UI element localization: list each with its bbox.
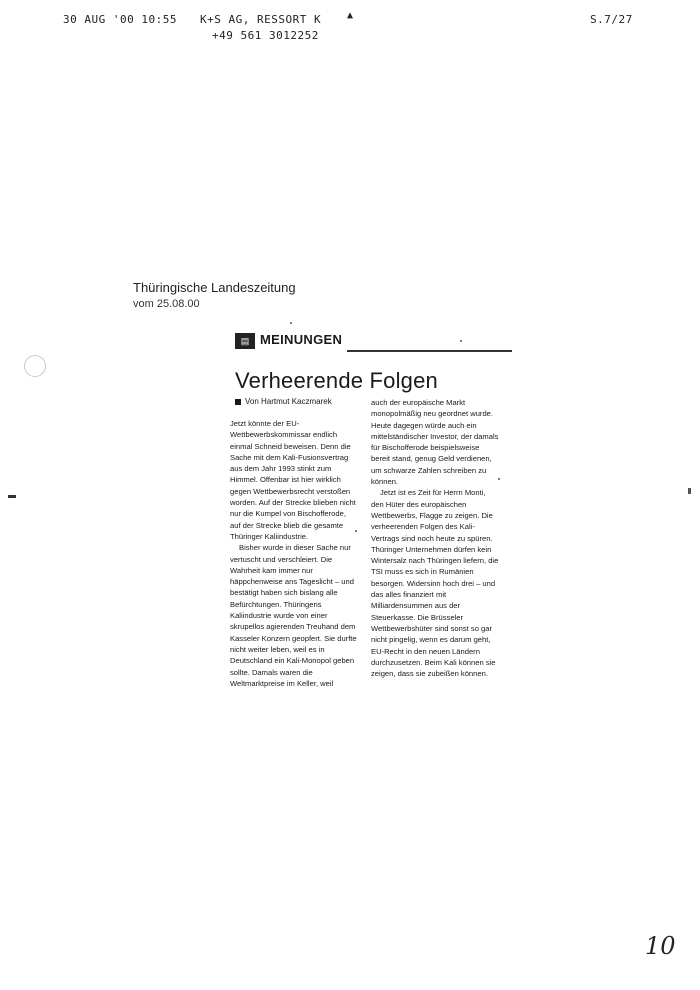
scan-speck <box>290 322 292 324</box>
scan-speck <box>355 530 357 532</box>
column-right <box>371 397 499 679</box>
scan-mark <box>688 488 691 494</box>
rubric <box>235 330 505 352</box>
scan-speck <box>498 478 500 480</box>
source-block <box>133 280 296 310</box>
newspaper-name: Thüringische Landeszeitung <box>133 280 296 295</box>
fax-page: S.7/27 <box>590 13 633 26</box>
byline-square-icon <box>235 399 241 405</box>
fax-company: K+S AG, RESSORT K <box>200 13 322 26</box>
scan-mark <box>8 495 16 498</box>
fax-timestamp: 30 AUG '00 10:55 <box>63 13 177 26</box>
fax-mark-icon: ▲ <box>347 10 354 21</box>
byline <box>235 397 332 406</box>
paragraph: Bisher wurde in dieser Sache nur vertuscht und verschleiert. Die Wahrheit kam immer nur häppchenweise ans Tageslicht – und bestätigt haben sich bislang alle Befürchtungen. Thüringens Kaliindustrie wurde von einer skrupellos agierenden Treuhand dem Kasseler Konzern geopfert. Sie durfte nicht weiter leben, weil es in Deutschland ein Kali-Monopol geben sollte. Damals waren die Weltmarktpreise im Keller, weil <box>230 543 357 688</box>
paragraph: Jetzt könnte der EU-Wettbewerbskommissar endlich einmal Schneid beweisen. Denn die Sache mit dem Kali-Fusionsvertrag aus dem Jahr 1993 stinkt zum Himmel. Offenbar ist hier wirklich gegen Wettbewerbsrecht verstoßen worden. Auf der Strecke blieben nicht nur die Kumpel von Bischofferode, auf der Strecke blieb die gesamte Thüringer Kaliindustrie. <box>230 419 356 541</box>
headline: Verheerende Folgen <box>235 368 438 393</box>
article-clipping <box>225 330 510 770</box>
rubric-logo-icon: ▤ <box>235 333 255 349</box>
fax-phone: +49 561 3012252 <box>212 29 319 42</box>
column-left <box>230 418 358 689</box>
scan-speck <box>460 340 462 342</box>
fax-header <box>0 10 700 50</box>
paragraph: auch der europäische Markt monopolmäßig neu geordnet wurde. Heute dagegen würde auch ein mittelständischer Investor, der damals für Bischofferode beispielsweise bereit stand, genug Geld verdienen, um schwarze Zahlen schreiben zu können. <box>371 398 499 487</box>
rubric-label: MEINUNGEN <box>260 332 343 347</box>
paragraph: Jetzt ist es Zeit für Herrn Monti, den Hüter des europäischen Wettbewerbs, Flagge zu zeigen. Die verheerenden Folgen des Kali-Vertrags sind noch heute zu spüren. Thüringer Unternehmen dürfen kein Wintersalz nach Thüringen liefern, die TSI muss es sich in Rumänien besorgen. Widersinn hoch drei – und das alles finanziert mit Milliardensummen aus der Steuerkasse. Die Brüsseler Wettbewerbshüter sind sonst so gar nicht pingelig, wenn es darum geht, EU-Recht in den neuen Ländern durchzusetzen. Beim Kali können sie zeigen, dass sie zubeißen können. <box>371 488 499 679</box>
punch-hole-icon <box>24 355 46 377</box>
newspaper-date: vom 25.08.00 <box>133 298 200 310</box>
byline-text: Von Hartmut Kaczmarek <box>245 397 332 406</box>
handwritten-page-number: 10 <box>645 932 676 960</box>
rubric-rule <box>347 350 512 352</box>
